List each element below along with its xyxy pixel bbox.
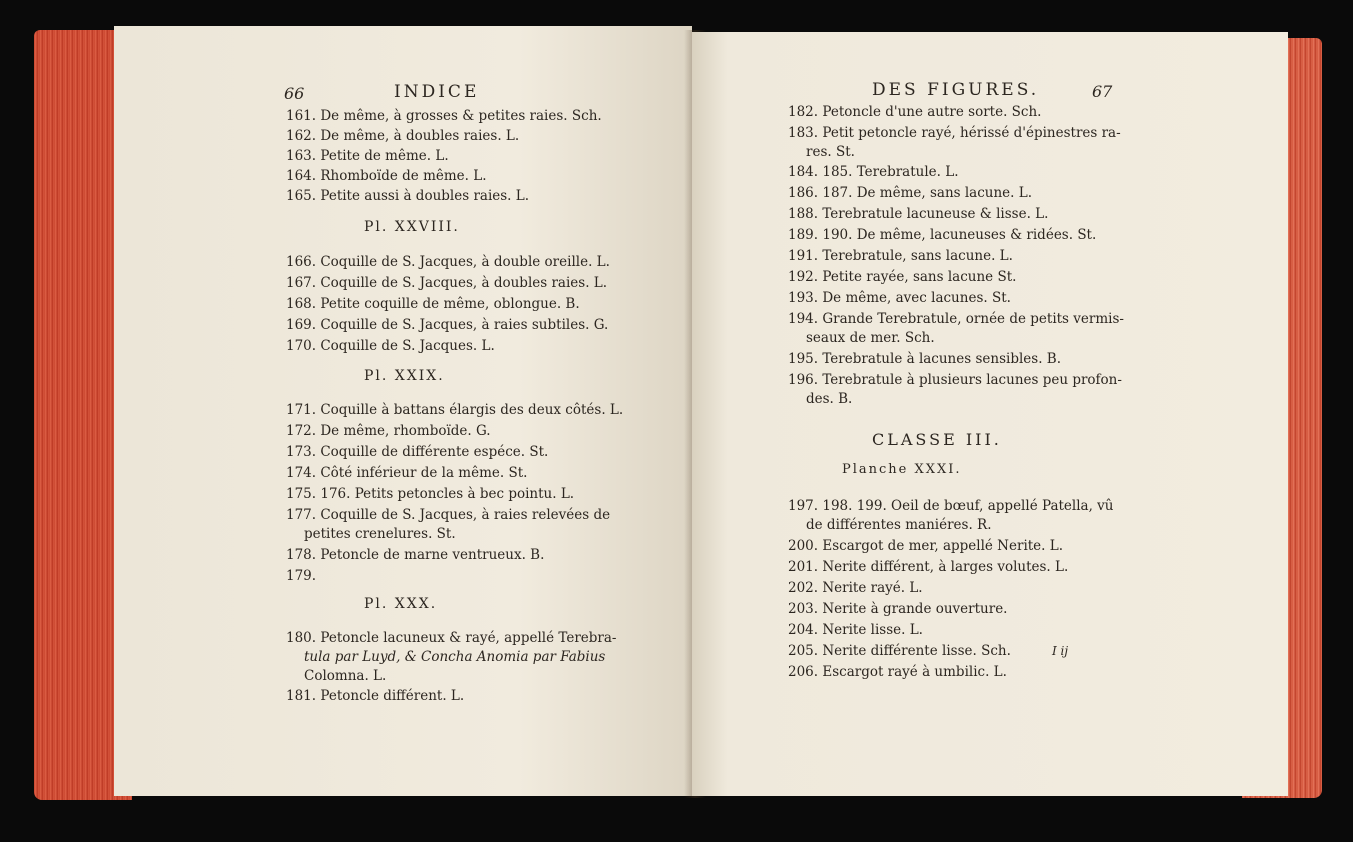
entry-169: 169. Coquille de S. Jacques, à raies subtiles. G.: [286, 317, 609, 333]
entry-165: 165. Petite aussi à doubles raies. L.: [286, 188, 530, 204]
entry-189-190: 189. 190. De même, lacuneuses & ridées. St.: [788, 227, 1097, 243]
entry-171: 171. Coquille à battans élargis des deux côtés. L.: [286, 402, 624, 418]
running-head-left: INDICE: [394, 82, 480, 102]
entry-205: 205. Nerite différente lisse. Sch.: [788, 643, 1011, 659]
entry-177: 177. Coquille de S. Jacques, à raies relevées de: [286, 507, 611, 523]
entry-197-199: 197. 198. 199. Oeil de bœuf, appellé Patella, vû: [788, 498, 1114, 514]
entry-175-176: 175. 176. Petits petoncles à bec pointu. L.: [286, 486, 575, 502]
entry-178: 178. Petoncle de marne ventrueux. B.: [286, 547, 545, 563]
entry-168: 168. Petite coquille de même, oblongue. B.: [286, 296, 580, 312]
entry-180: 180. Petoncle lacuneux & rayé, appellé Terebra-: [286, 630, 617, 646]
plate-heading-xxix: Pl. XXIX.: [364, 368, 445, 384]
entry-166: 166. Coquille de S. Jacques, à double oreille. L.: [286, 254, 610, 270]
entry-180-cont-1: tula par Luyd, & Concha Anomia par Fabius: [304, 649, 606, 665]
entry-167: 167. Coquille de S. Jacques, à doubles raies. L.: [286, 275, 608, 291]
page-number-left: 66: [284, 84, 305, 103]
entry-196-cont: des. B.: [806, 391, 853, 407]
entry-180-cont-2: Colomna. L.: [304, 668, 387, 684]
entry-188: 188. Terebratule lacuneuse & lisse. L.: [788, 206, 1049, 222]
entry-161: 161. De même, à grosses & petites raies. Sch.: [286, 108, 602, 124]
entry-194-cont: seaux de mer. Sch.: [806, 330, 935, 346]
entry-183-cont: res. St.: [806, 144, 855, 160]
entry-204: 204. Nerite lisse. L.: [788, 622, 923, 638]
entry-172: 172. De même, rhomboïde. G.: [286, 423, 491, 439]
entry-163: 163. Petite de même. L.: [286, 148, 449, 164]
page-number-right: 67: [1092, 82, 1113, 101]
entry-197-cont: de différentes maniéres. R.: [806, 517, 992, 533]
entry-196: 196. Terebratule à plusieurs lacunes peu profon-: [788, 372, 1122, 388]
signature-mark: I ij: [1052, 644, 1069, 658]
entry-179: 179.: [286, 568, 317, 584]
right-page: [692, 32, 1288, 796]
plate-heading-xxx: Pl. XXX.: [364, 596, 438, 612]
entry-186-187: 186. 187. De même, sans lacune. L.: [788, 185, 1033, 201]
entry-164: 164. Rhomboïde de même. L.: [286, 168, 487, 184]
entry-174: 174. Côté inférieur de la même. St.: [286, 465, 528, 481]
entry-195: 195. Terebratule à lacunes sensibles. B.: [788, 351, 1061, 367]
entry-173: 173. Coquille de différente espéce. St.: [286, 444, 549, 460]
entry-162: 162. De même, à doubles raies. L.: [286, 128, 520, 144]
entry-177-cont: petites crenelures. St.: [304, 526, 456, 542]
entry-182: 182. Petoncle d'une autre sorte. Sch.: [788, 104, 1042, 120]
entry-202: 202. Nerite rayé. L.: [788, 580, 923, 596]
plate-heading-xxviii: Pl. XXVIII.: [364, 219, 460, 235]
plate-heading-xxxi: Planche XXXI.: [842, 462, 962, 477]
entry-193: 193. De même, avec lacunes. St.: [788, 290, 1011, 306]
entry-191: 191. Terebratule, sans lacune. L.: [788, 248, 1013, 264]
open-book: [14, 16, 1340, 828]
entry-184-185: 184. 185. Terebratule. L.: [788, 164, 959, 180]
entry-183: 183. Petit petoncle rayé, hérissé d'épinestres ra-: [788, 125, 1121, 141]
entry-206: 206. Escargot rayé à umbilic. L.: [788, 664, 1007, 680]
left-page: [114, 26, 692, 796]
entry-200: 200. Escargot de mer, appellé Nerite. L.: [788, 538, 1064, 554]
running-head-right: DES FIGURES.: [872, 80, 1040, 100]
entry-192: 192. Petite rayée, sans lacune St.: [788, 269, 1017, 285]
entry-194: 194. Grande Terebratule, ornée de petits vermis-: [788, 311, 1124, 327]
entry-203: 203. Nerite à grande ouverture.: [788, 601, 1008, 617]
entry-181: 181. Petoncle différent. L.: [286, 688, 465, 704]
class-heading: CLASSE III.: [872, 430, 1002, 449]
entry-170: 170. Coquille de S. Jacques. L.: [286, 338, 495, 354]
entry-201: 201. Nerite différent, à larges volutes. L.: [788, 559, 1069, 575]
